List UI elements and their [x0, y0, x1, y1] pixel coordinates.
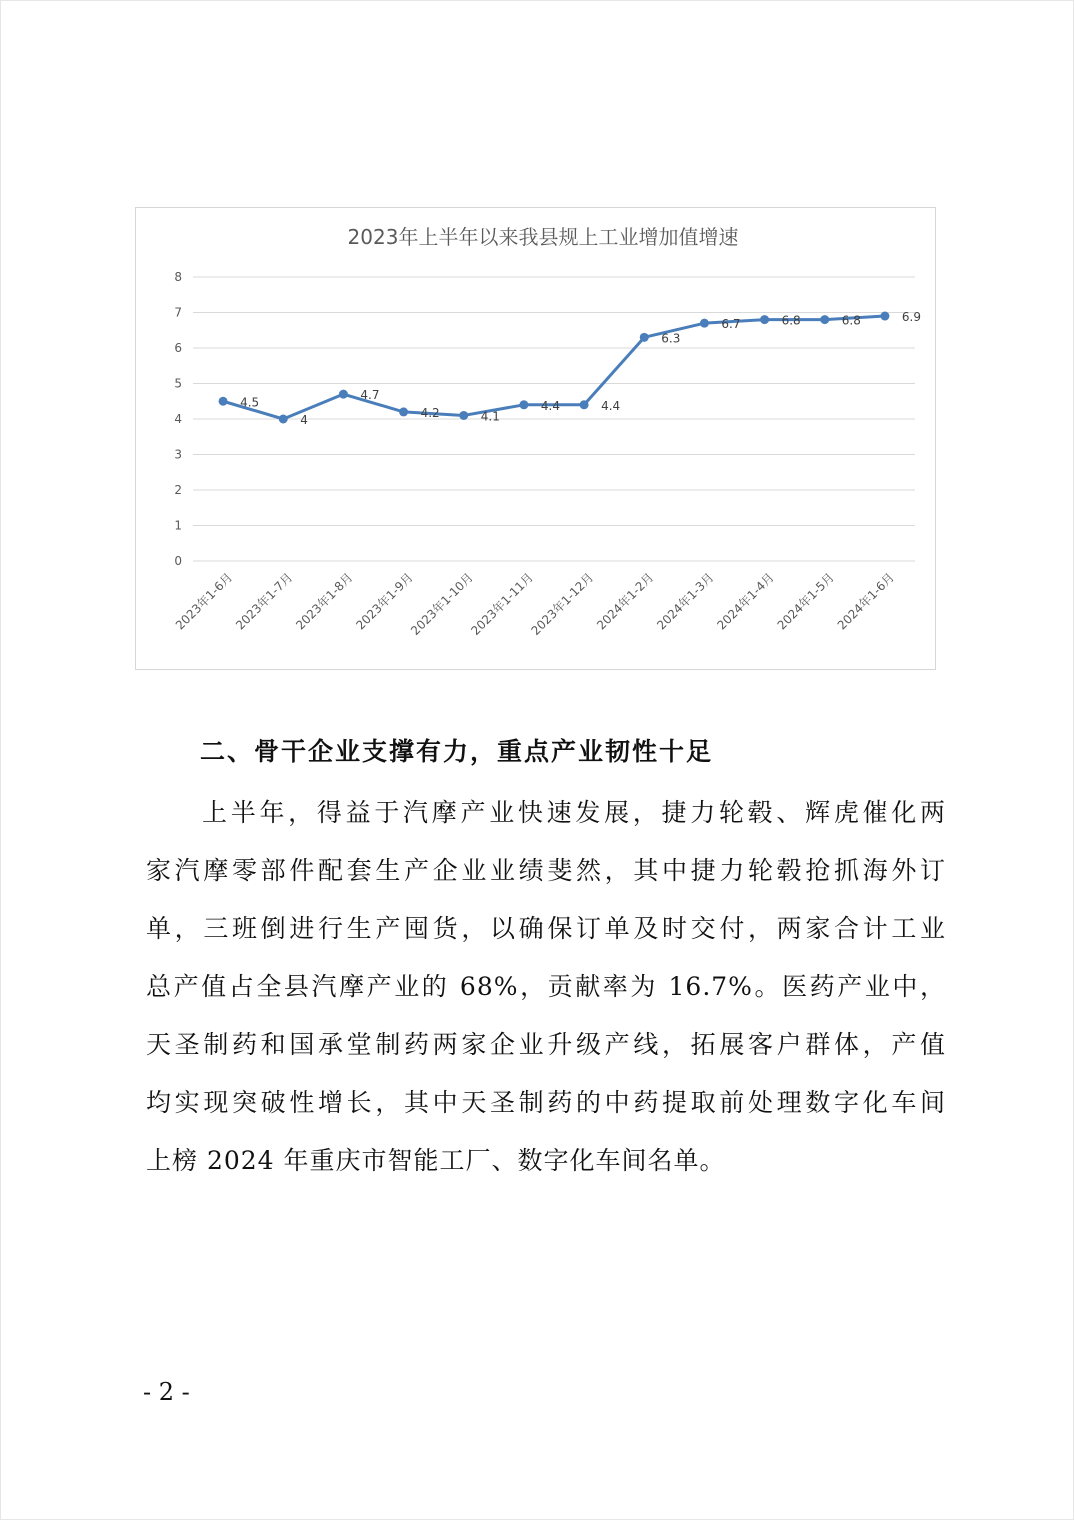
data-label-4: 4.2: [420, 405, 440, 420]
x-tick-label-9: 2024年1-3月: [654, 570, 717, 633]
data-point-2: [279, 415, 288, 424]
y-tick-label-5: 5: [174, 376, 182, 391]
y-tick-label-2: 2: [174, 483, 182, 497]
x-tick-label-3: 2023年1-8月: [293, 570, 356, 633]
y-tick-label-7: 7: [174, 305, 182, 320]
x-tick-label-7: 2023年1-12月: [528, 570, 597, 638]
data-label-5: 4.1: [480, 409, 500, 424]
y-axis-ticks: [174, 270, 182, 568]
y-tick-label-6: 6: [174, 341, 182, 355]
chart-title: 2023年上半年以来我县规上工业增加值增速: [347, 225, 739, 249]
data-point-8: [640, 333, 649, 342]
data-label-2: 4: [300, 413, 308, 427]
body-line-1: 上半年，得益于汽摩产业快速发展，捷力轮毂、辉虎催化两: [202, 798, 946, 827]
section-heading: 二、骨干企业支撑有力，重点产业韧性十足: [200, 737, 714, 766]
data-label-6: 4.4: [540, 398, 561, 413]
data-point-9: [700, 319, 709, 328]
x-tick-label-6: 2023年1-11月: [468, 570, 537, 638]
y-tick-label-4: 4: [174, 412, 182, 426]
data-point-7: [580, 400, 589, 409]
data-point-1: [219, 397, 228, 406]
x-tick-label-5: 2023年1-10月: [408, 570, 476, 638]
x-tick-label-2: 2023年1-7月: [233, 570, 296, 633]
data-label-10: 6.8: [781, 313, 801, 328]
data-point-12: [880, 312, 889, 321]
x-tick-label-12: 2024年1-6月: [834, 570, 898, 633]
y-tick-label-1: 1: [174, 518, 182, 533]
data-label-11: 6.8: [841, 313, 861, 328]
data-label-7: 4.4: [601, 398, 621, 413]
data-label-8: 6.3: [661, 331, 681, 346]
data-point-5: [459, 411, 468, 420]
data-label-1: 4.5: [240, 395, 260, 410]
body-line-6: 均实现突破性增长，其中天圣制药的中药提取前处理数字化车间: [146, 1088, 946, 1117]
data-label-3: 4.7: [360, 388, 380, 403]
x-tick-label-4: 2023年1-9月: [353, 570, 416, 633]
data-point-11: [820, 315, 829, 324]
data-point-3: [339, 390, 348, 399]
body-line-7: 上榜 2024 年重庆市智能工厂、数字化车间名单。: [146, 1146, 726, 1175]
y-tick-label-8: 8: [174, 270, 182, 284]
data-labels: [240, 310, 921, 427]
x-tick-label-8: 2024年1-2月: [594, 570, 657, 633]
body-line-5: 天圣制药和国承堂制药两家企业升级产线，拓展客户群体，产值: [146, 1030, 946, 1059]
chart-frame: [135, 207, 936, 670]
page-number: - 2 -: [143, 1378, 190, 1406]
line-chart: [136, 208, 935, 669]
body-line-3: 单，三班倒进行生产囤货，以确保订单及时交付，两家合计工业: [146, 914, 946, 943]
y-tick-label-3: 3: [174, 447, 182, 462]
x-tick-label-1: 2023年1-6月: [172, 570, 236, 633]
x-axis-ticks: [172, 570, 897, 638]
data-point-10: [760, 315, 769, 324]
x-tick-label-10: 2024年1-4月: [714, 570, 777, 633]
body-line-2: 家汽摩零部件配套生产企业业绩斐然，其中捷力轮毂抢抓海外订: [146, 856, 946, 885]
data-point-4: [399, 407, 408, 416]
data-label-9: 6.7: [721, 317, 741, 332]
y-tick-label-0: 0: [174, 554, 182, 568]
x-tick-label-11: 2024年1-5月: [774, 570, 837, 633]
section-body: [146, 784, 946, 1190]
body-line-4: 总产值占全县汽摩产业的 68%，贡献率为 16.7%。医药产业中，: [146, 972, 946, 1001]
data-point-6: [519, 400, 528, 409]
data-label-12: 6.9: [901, 310, 922, 325]
